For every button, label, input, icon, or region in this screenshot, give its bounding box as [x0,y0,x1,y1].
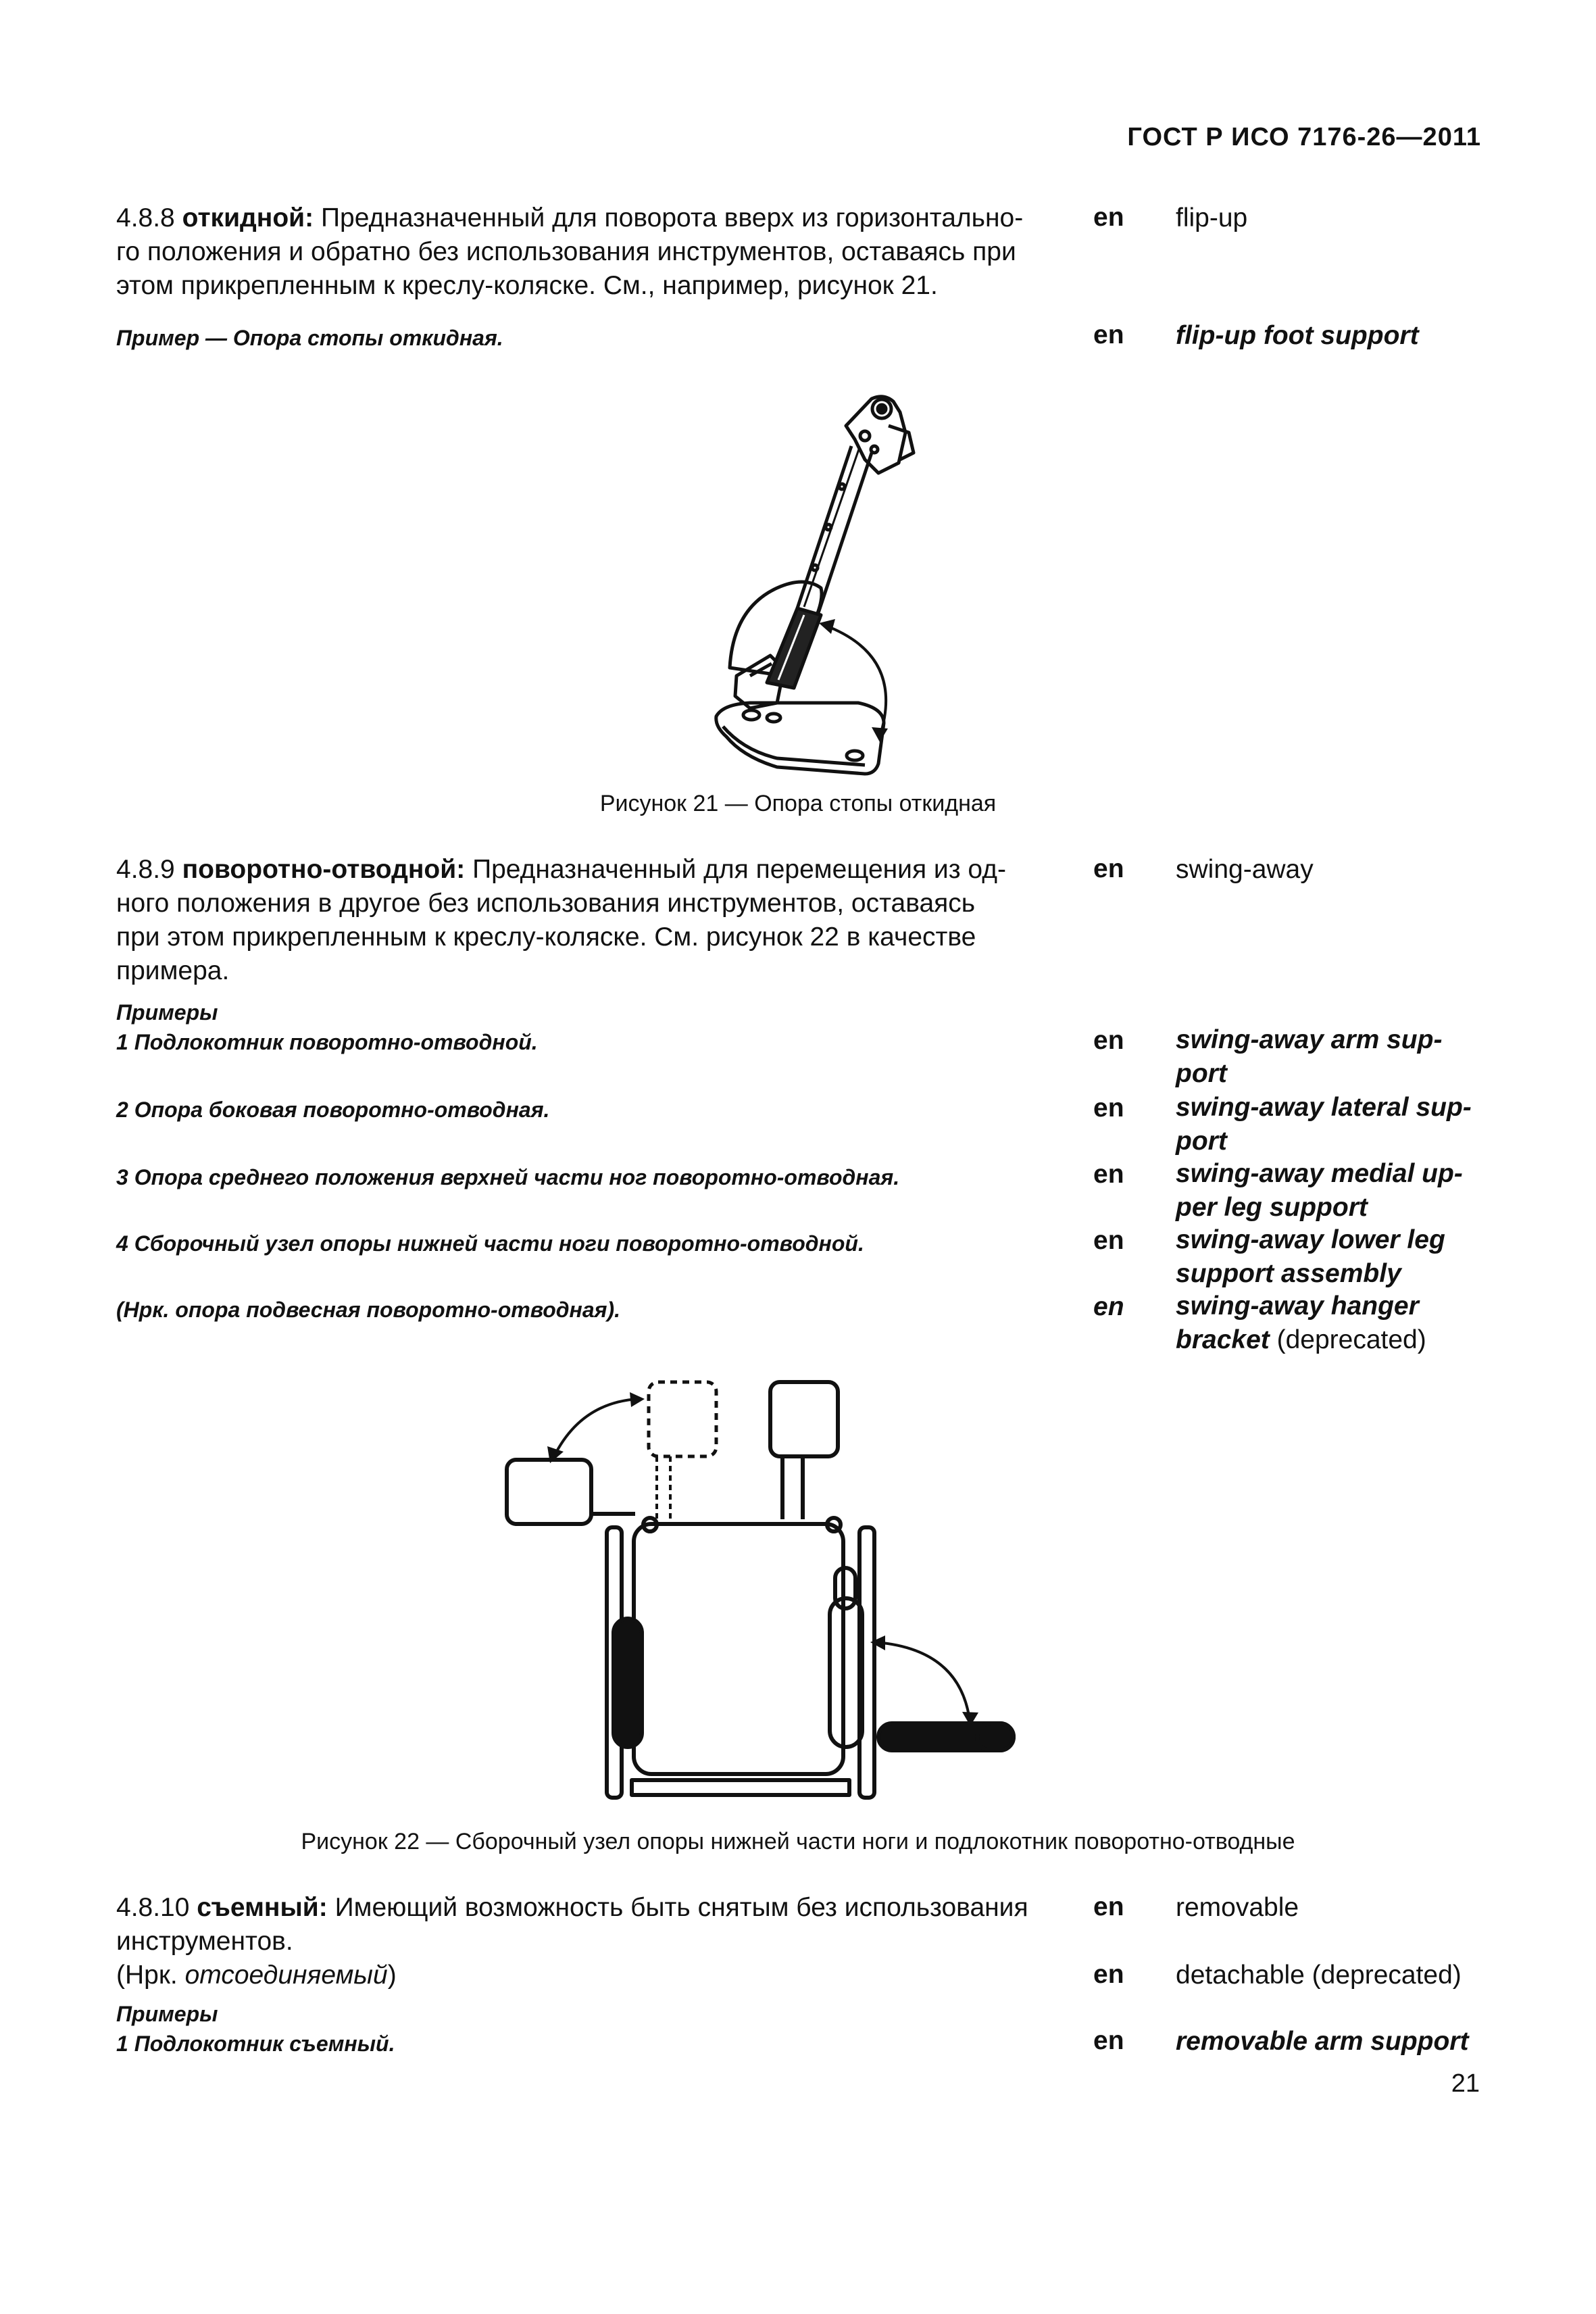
nonrecommended-term: (Нрк. отсоединяемый) [116,1961,397,1990]
clause-4-8-8 [116,201,1062,303]
example-item: 4 Сборочный узел опоры нижней части ноги поворотно-отводной. [116,1231,864,1256]
en-example-term: swing-away arm sup- port [1176,1025,1443,1088]
example-item: 1 Подлокотник съемный. [116,2032,395,2056]
en-tag: en [1093,854,1124,883]
deprecated-label: (deprecated) [1276,1325,1426,1354]
en-example-term: swing-away lower leg support assembly [1176,1225,1445,1288]
clause-line: го положения и обратно без использования инструментов, оставаясь при [116,237,1016,266]
en-term: swing-away [1176,855,1314,884]
clause-line: Предназначенный для поворота вверх из горизонтально- [320,203,1024,232]
en-example-term: swing-away lateral sup- port [1176,1093,1472,1156]
en-tag: en [1093,1892,1124,1921]
en-term: flip-up [1176,203,1248,232]
clause-line: Имеющий возможность быть снятым без использования [334,1893,1028,1922]
clause-term: съемный: [197,1893,328,1922]
document-header: ГОСТ Р ИСО 7176-26—2011 [1127,123,1481,151]
en-tag: en [1093,1026,1124,1055]
en-tag: en [1093,320,1124,349]
figure-21-caption: Рисунок 21 — Опора стопы откидная [599,791,997,816]
en-tag: en [1093,2026,1124,2055]
en-example-term: swing-away hanger bracket (deprecated) [1176,1291,1426,1354]
example-text: Пример — Опора стопы откидная. [116,326,503,350]
en-term: removable [1176,1893,1299,1922]
examples-heading: Примеры [116,2002,218,2026]
en-tag: en [1093,1160,1124,1189]
figure-21-foot-support [703,385,919,784]
en-tag: en [1093,1226,1124,1255]
en-tag: en [1093,1292,1124,1321]
clause-4-8-9 [116,853,1062,988]
en-example-term: removable arm support [1176,2027,1469,2056]
en-example-term: flip-up foot support [1176,321,1419,350]
examples-heading: Примеры [116,1000,218,1025]
clause-4-8-10 [116,1891,1062,1992]
clause-line: Предназначенный для перемещения из од- [472,855,1007,884]
clause-term: поворотно-отводной: [182,855,466,884]
example-item: 1 Подлокотник поворотно-отводной. [116,1030,538,1054]
page-number: 21 [1451,2069,1480,2098]
clause-number: 4.8.8 [116,203,175,232]
en-tag: en [1093,1093,1124,1123]
clause-line: этом прикрепленным к креслу-коляске. См., например, рисунок 21. [116,271,938,300]
example-item: 2 Опора боковая поворотно-отводная. [116,1098,550,1122]
en-tag: en [1093,203,1124,232]
example-item: 3 Опора среднего положения верхней части ног поворотно-отводная. [116,1165,900,1189]
clause-number: 4.8.10 [116,1893,190,1922]
clause-line: ного положения в другое без использования инструментов, оставаясь [116,889,976,918]
clause-line: примера. [116,956,230,985]
en-tag: en [1093,1960,1124,1989]
figure-22-caption: Рисунок 22 — Сборочный узел опоры нижней части ноги и подлокотник поворотно-отводные [301,1829,1295,1854]
en-deprecated-term: detachable (deprecated) [1176,1961,1462,1990]
example-item: (Нрк. опора подвесная поворотно-отводная). [116,1298,621,1322]
en-example-term: swing-away medial up- per leg support [1176,1159,1463,1222]
figure-22-wheelchair-top-view [500,1372,1027,1818]
clause-line: при этом прикрепленным к креслу-коляске. См. рисунок 22 в качестве [116,922,976,952]
clause-number: 4.8.9 [116,855,175,884]
clause-term: откидной: [182,203,314,232]
clause-line: инструментов. [116,1927,293,1956]
